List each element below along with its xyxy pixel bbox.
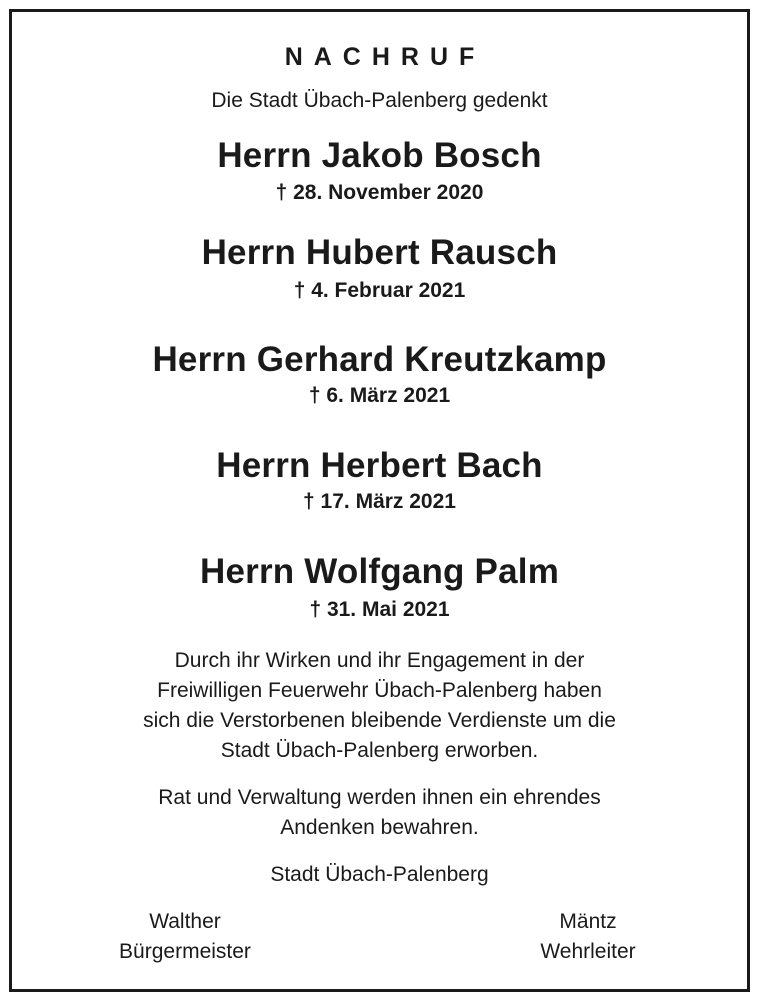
deceased-name-4: Herrn Herbert Bach [216,446,543,485]
tribute-line-4: Stadt Übach-Palenberg erworben. [220,739,539,762]
deceased-date-4: † 17. März 2021 [303,490,456,513]
signatory-right [483,907,693,967]
notice-intro: Die Stadt Übach-Palenberg gedenkt [211,89,548,112]
signatory-left-role: Bürgermeister [119,940,251,963]
deceased-name-3: Herrn Gerhard Kreutzkamp [152,340,607,379]
memory-line-1: Rat und Verwaltung werden ihnen ein ehrendes [158,786,601,809]
deceased-date-5: † 31. Mai 2021 [309,598,450,621]
memory-line-2: Andenken bewahren. [280,816,479,839]
deceased-date-2: † 4. Februar 2021 [293,279,466,302]
deceased-date-3: † 6. März 2021 [308,384,451,407]
tribute-line-2: Freiwilligen Feuerwehr Übach-Palenberg haben [157,679,602,702]
signatory-left [80,907,290,967]
signatory-right-role: Wehrleiter [540,940,636,963]
deceased-name-5: Herrn Wolfgang Palm [199,552,560,591]
tribute-line-3: sich die Verstorbenen bleibende Verdienste um die [143,709,616,732]
deceased-name-2: Herrn Hubert Rausch [201,233,558,272]
tribute-line-1: Durch ihr Wirken und ihr Engagement in der [174,649,585,672]
notice-sender: Stadt Übach-Palenberg [270,863,489,886]
notice-heading: NACHRUF [284,43,486,71]
signatory-right-name: Mäntz [559,910,617,933]
deceased-name-1: Herrn Jakob Bosch [217,136,542,175]
signatory-left-name: Walther [149,910,221,933]
deceased-date-1: † 28. November 2020 [275,181,484,204]
